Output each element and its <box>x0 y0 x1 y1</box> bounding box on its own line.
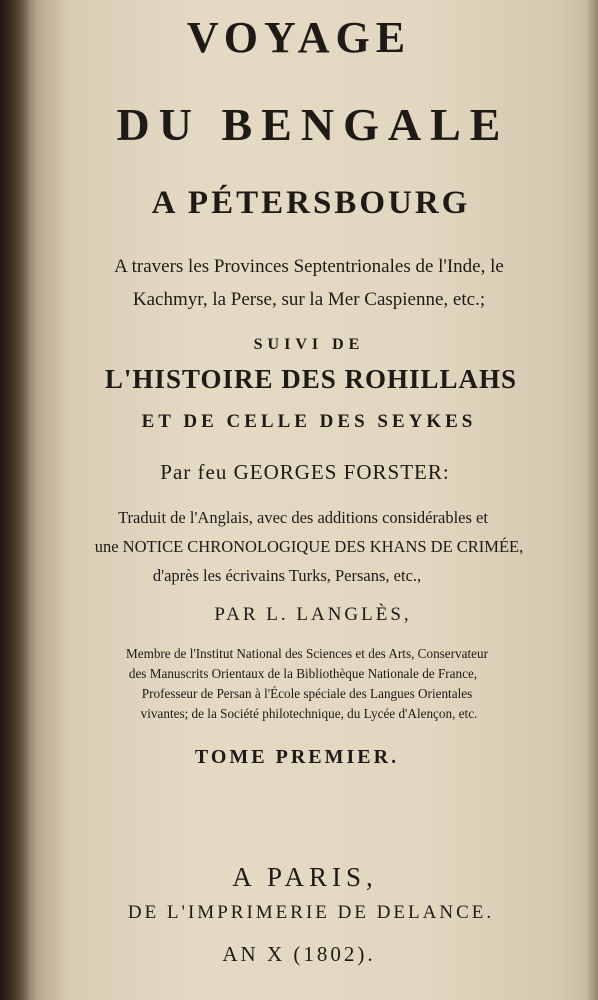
translation-line-3: d'après les écrivains Turks, Persans, etc., <box>152 566 422 585</box>
history-line-1: L'HISTOIRE DES ROHILLAHS <box>104 364 518 394</box>
credentials-line-4: vivantes; de la Société philotechnique, du Lycée d'Alençon, etc. <box>140 706 478 721</box>
book-spine-shadow <box>0 0 30 1000</box>
history-line-2: ET DE CELLE DES SEYKES <box>141 411 477 432</box>
route-line-1: A travers les Provinces Septentrionales de l'Inde, le <box>114 256 504 277</box>
suivi-de: SUIVI DE <box>253 336 365 353</box>
credentials-line-1: Membre de l'Institut National des Sciences et des Arts, Conservateur <box>125 646 488 661</box>
place-line: A PARIS, <box>232 862 378 892</box>
translation-line-2: une NOTICE CHRONOLOGIQUE DES KHANS DE CRIMÉE, <box>94 537 524 556</box>
title-line-du-bengale: DU BENGALE <box>116 99 510 150</box>
author-line: Par feu GEORGES FORSTER: <box>160 460 450 484</box>
title-line-petersbourg: A PÉTERSBOURG <box>151 185 471 221</box>
credentials-line-2: des Manuscrits Orientaux de la Bibliothèque Nationale de France, <box>128 666 478 681</box>
page-edge-shadow <box>586 0 598 1000</box>
translator-line: PAR L. LANGLÈS, <box>214 604 412 625</box>
volume-line: TOME PREMIER. <box>194 746 400 768</box>
title-line-voyage: VOYAGE <box>186 13 412 62</box>
translation-line-1: Traduit de l'Anglais, avec des additions considérables et <box>118 508 488 527</box>
printer-line: DE L'IMPRIMERIE DE DELANCE. <box>127 902 495 923</box>
date-line: AN X (1802). <box>222 942 376 966</box>
route-line-2: Kachmyr, la Perse, sur la Mer Caspienne, etc.; <box>132 289 486 310</box>
credentials-line-3: Professeur de Persan à l'École spéciale des Langues Orientales <box>141 686 473 701</box>
